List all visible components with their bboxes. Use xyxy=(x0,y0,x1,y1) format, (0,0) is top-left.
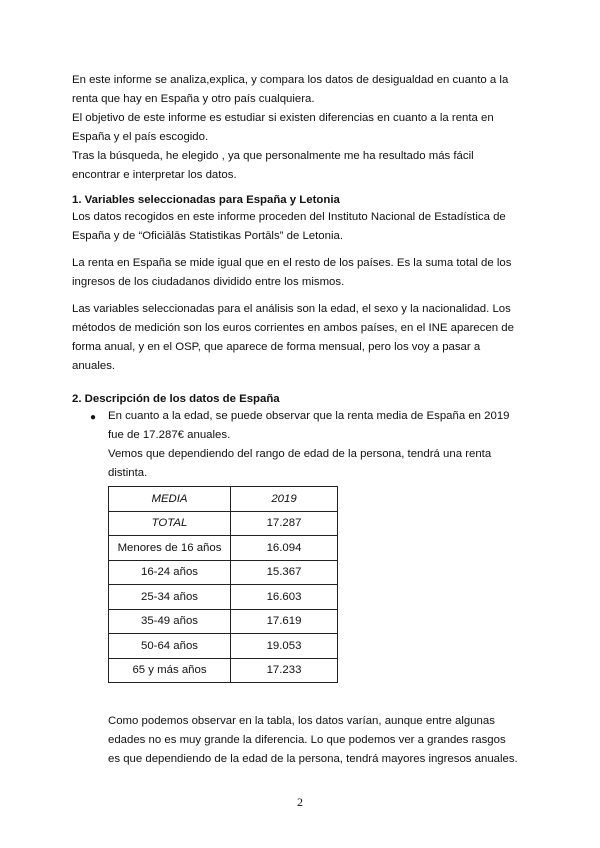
table-row xyxy=(109,536,338,561)
section-1-paragraph-income xyxy=(72,254,532,292)
table-header-cell: MEDIA xyxy=(109,487,231,512)
text-line: Vemos que dependiendo del rango de edad de la persona, tendrá una renta xyxy=(108,448,492,460)
table-row xyxy=(109,658,338,683)
table-row xyxy=(109,560,338,585)
text-line: En este informe se analiza,explica, y compara los datos de desigualdad en cuanto a la xyxy=(72,74,509,86)
table-cell-value: 17.287 xyxy=(231,511,338,536)
text-line: El objetivo de este informe es estudiar si existen diferencias en cuanto a la renta en xyxy=(72,112,494,124)
income-by-age-table xyxy=(108,486,338,683)
table-row xyxy=(109,634,338,659)
section-2-conclusion xyxy=(108,712,548,769)
page-number: 2 xyxy=(297,795,303,809)
text-line: métodos de medición son los euros corrientes en ambos países, en el INE aparecen de xyxy=(72,322,514,334)
text-line: edades no es muy grande la diferencia. Lo que podemos ver a grandes rasgos xyxy=(108,734,506,746)
section-2-bullet-text xyxy=(108,407,538,483)
text-line: encontrar e interpretar los datos. xyxy=(72,169,237,181)
section-1-heading: 1. Variables seleccionadas para España y Letonia xyxy=(72,194,340,206)
table-cell-value: 15.367 xyxy=(231,560,338,585)
section-1-paragraph-sources xyxy=(72,208,532,246)
text-line: es que dependiendo de la edad de la persona, tendrá mayores ingresos anuales. xyxy=(108,753,518,765)
text-line: Los datos recogidos en este informe proceden del Instituto Nacional de Estadística de xyxy=(72,211,506,223)
bullet-icon: ● xyxy=(90,412,97,423)
text-line: fue de 17.287€ anuales. xyxy=(108,429,231,441)
table-row xyxy=(109,585,338,610)
section-2-heading: 2. Descripción de los datos de España xyxy=(72,393,280,405)
text-line: ingresos de los ciudadanos dividido entre los mismos. xyxy=(72,276,345,288)
text-line: Tras la búsqueda, he elegido , ya que personalmente me ha resultado más fácil xyxy=(72,150,474,162)
text-line: La renta en España se mide igual que en el resto de los países. Es la suma total de los xyxy=(72,257,512,269)
table-row xyxy=(109,511,338,536)
table-cell-label: 65 y más años xyxy=(109,658,231,683)
table-header-cell: 2019 xyxy=(231,487,338,512)
intro-paragraph xyxy=(72,71,532,185)
text-line: España y el país escogido. xyxy=(72,131,209,143)
table-cell-value: 17.233 xyxy=(231,658,338,683)
text-line: España y de “Oficiālās Statistikas Portāls” de Letonia. xyxy=(72,230,343,242)
table-cell-value: 16.094 xyxy=(231,536,338,561)
table-row xyxy=(109,609,338,634)
text-line: renta que hay en España y otro país cualquiera. xyxy=(72,93,315,105)
table-cell-label: 16-24 años xyxy=(109,560,231,585)
text-line: Como podemos observar en la tabla, los datos varían, aunque entre algunas xyxy=(108,715,495,727)
table-cell-value: 16.603 xyxy=(231,585,338,610)
text-line: forma anual, y en el OSP, que aparece de forma mensual, pero los voy a pasar a xyxy=(72,341,481,353)
text-line: anuales. xyxy=(72,360,116,372)
table-cell-label: Menores de 16 años xyxy=(109,536,231,561)
table-cell-value: 17.619 xyxy=(231,609,338,634)
table-cell-label: TOTAL xyxy=(109,511,231,536)
text-line: En cuanto a la edad, se puede observar que la renta media de España en 2019 xyxy=(108,410,510,422)
table-cell-label: 25-34 años xyxy=(109,585,231,610)
text-line: distinta. xyxy=(108,467,148,479)
section-1-paragraph-variables xyxy=(72,300,532,376)
table-cell-value: 19.053 xyxy=(231,634,338,659)
table-cell-label: 35-49 años xyxy=(109,609,231,634)
table-cell-label: 50-64 años xyxy=(109,634,231,659)
table-header-row xyxy=(109,487,338,512)
text-line: Las variables seleccionadas para el análisis son la edad, el sexo y la nacionalidad. Los xyxy=(72,303,511,315)
